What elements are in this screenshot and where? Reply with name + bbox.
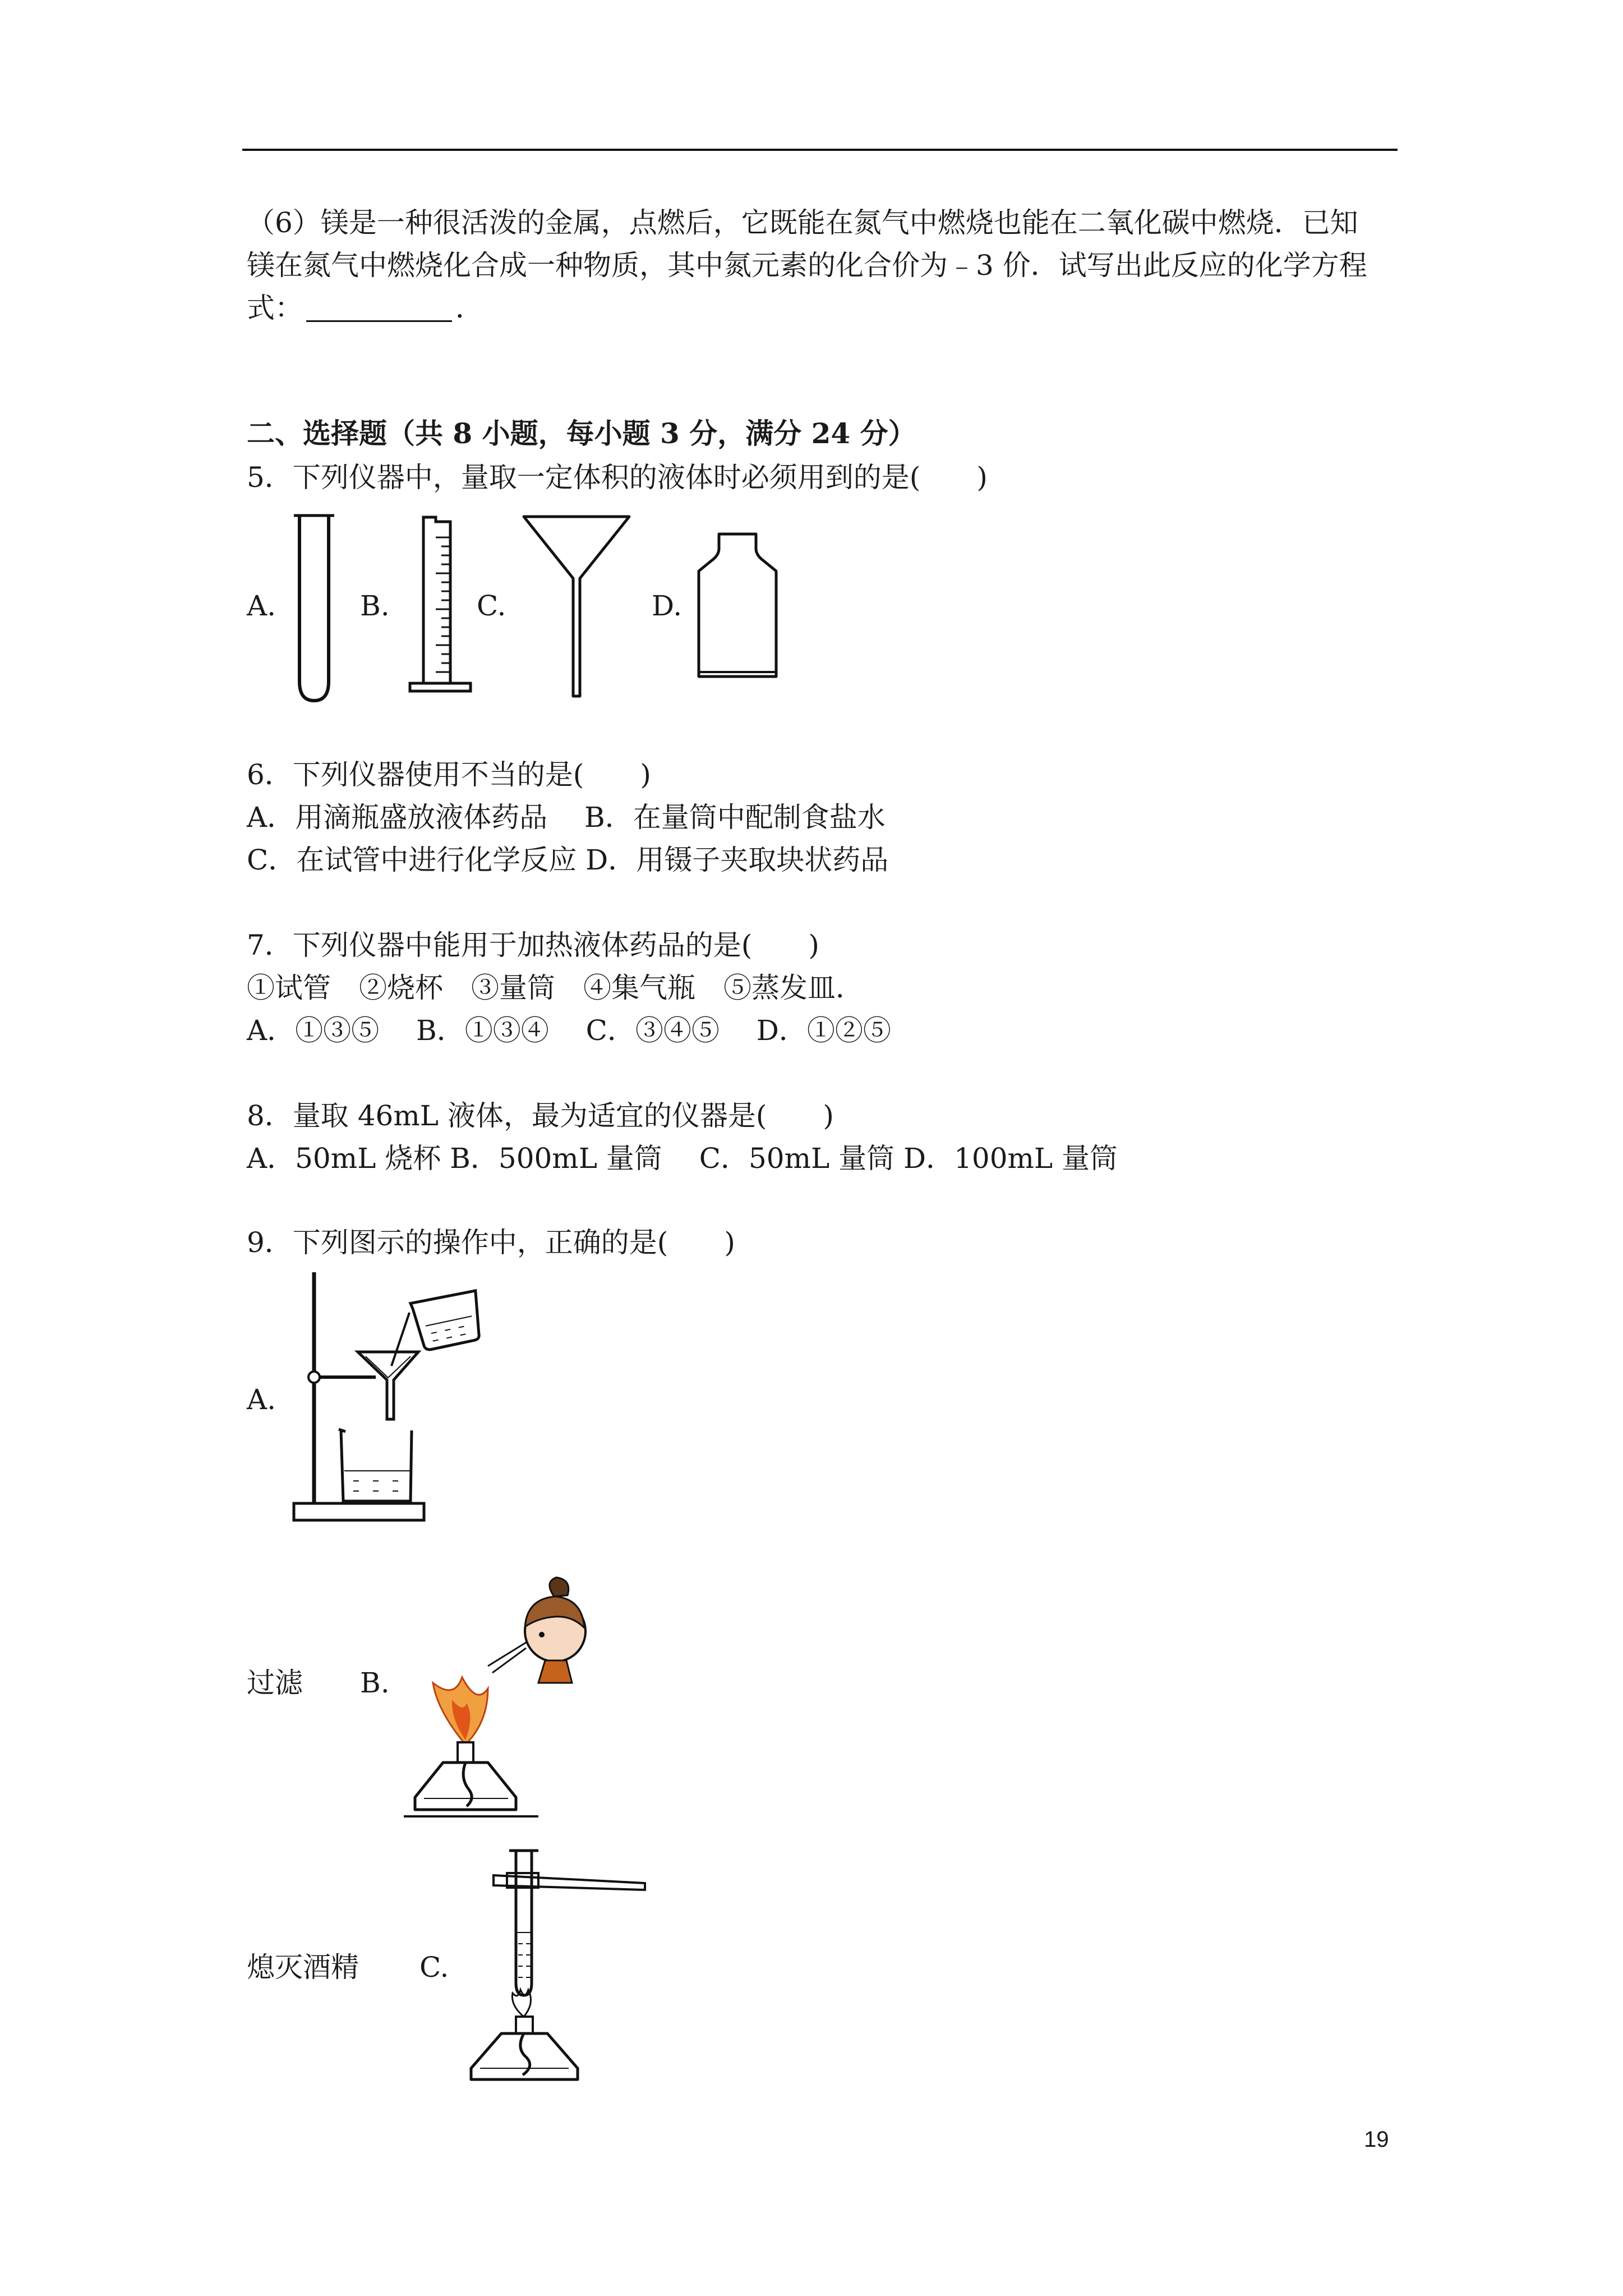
q7-stem: 7．下列仪器中能用于加热液体药品的是( ): [247, 929, 819, 961]
q5-option-b-label: B.: [360, 590, 390, 622]
q9-option-b-label: B.: [360, 1667, 390, 1699]
q8-options: A．50mL 烧杯 B．500mL 量筒 C．50mL 量筒 D．100mL 量筒: [247, 1142, 1118, 1175]
q9-stem: 9．下列图示的操作中，正确的是( ): [247, 1226, 735, 1259]
q6-options-line2: C．在试管中进行化学反应 D．用镊子夹取块状药品: [247, 844, 889, 876]
q4-part6-line3: [247, 294, 483, 322]
q5-stem: 5．下列仪器中，量取一定体积的液体时必须用到的是( ): [247, 461, 988, 494]
filtration-apparatus-icon: [292, 1268, 494, 1526]
test-tube-icon: [292, 513, 336, 704]
q7-items: ①试管 ②烧杯 ③量筒 ④集气瓶 ⑤蒸发皿．: [247, 972, 864, 1004]
q9-option-c-label: C.: [419, 1951, 449, 1984]
q9-option-b-caption: 熄灭酒精: [247, 1951, 359, 1984]
q7-options: A．①③⑤ B．①③④ C．③④⑤ D．①②⑤: [247, 1014, 891, 1047]
q9-option-a-caption: 过滤: [247, 1667, 303, 1699]
q5-option-c-label: C.: [477, 590, 506, 622]
q4-part6-line1: （6）镁是一种很活泼的金属，点燃后，它既能在氮气中燃烧也能在二氧化碳中燃烧．已知: [247, 206, 1358, 239]
heating-test-tube-icon: [460, 1848, 651, 2106]
section2-heading: 二、选择题（共 8 小题，每小题 3 分，满分 24 分）: [247, 417, 916, 450]
q4-part6-line3-suffix: ．: [455, 292, 483, 324]
wide-mouth-bottle-icon: [695, 532, 780, 681]
page-number: 19: [1364, 2127, 1389, 2152]
funnel-icon: [520, 513, 633, 698]
q5-option-d-label: D.: [652, 590, 683, 622]
q6-stem: 6．下列仪器使用不当的是( ): [247, 758, 651, 791]
q8-stem: 8．量取 46mL 液体，最为适宜的仪器是( ): [247, 1099, 834, 1132]
q4-part6-line3-prefix: 式：: [247, 292, 303, 324]
answer-blank: [306, 295, 452, 322]
q4-part6-line2: 镁在氮气中燃烧化合成一种物质，其中氮元素的化合价为﹣3 价．试写出此反应的化学方程: [247, 249, 1367, 282]
q6-options-line1: A．用滴瓶盛放液体药品 B．在量筒中配制食盐水: [247, 801, 886, 834]
header-rule: [242, 149, 1398, 151]
blowing-out-alcohol-lamp-icon: [404, 1576, 583, 1829]
q9-option-a-label: A.: [247, 1383, 276, 1416]
graduated-cylinder-icon: [407, 515, 474, 694]
q5-option-a-label: A.: [247, 590, 276, 622]
